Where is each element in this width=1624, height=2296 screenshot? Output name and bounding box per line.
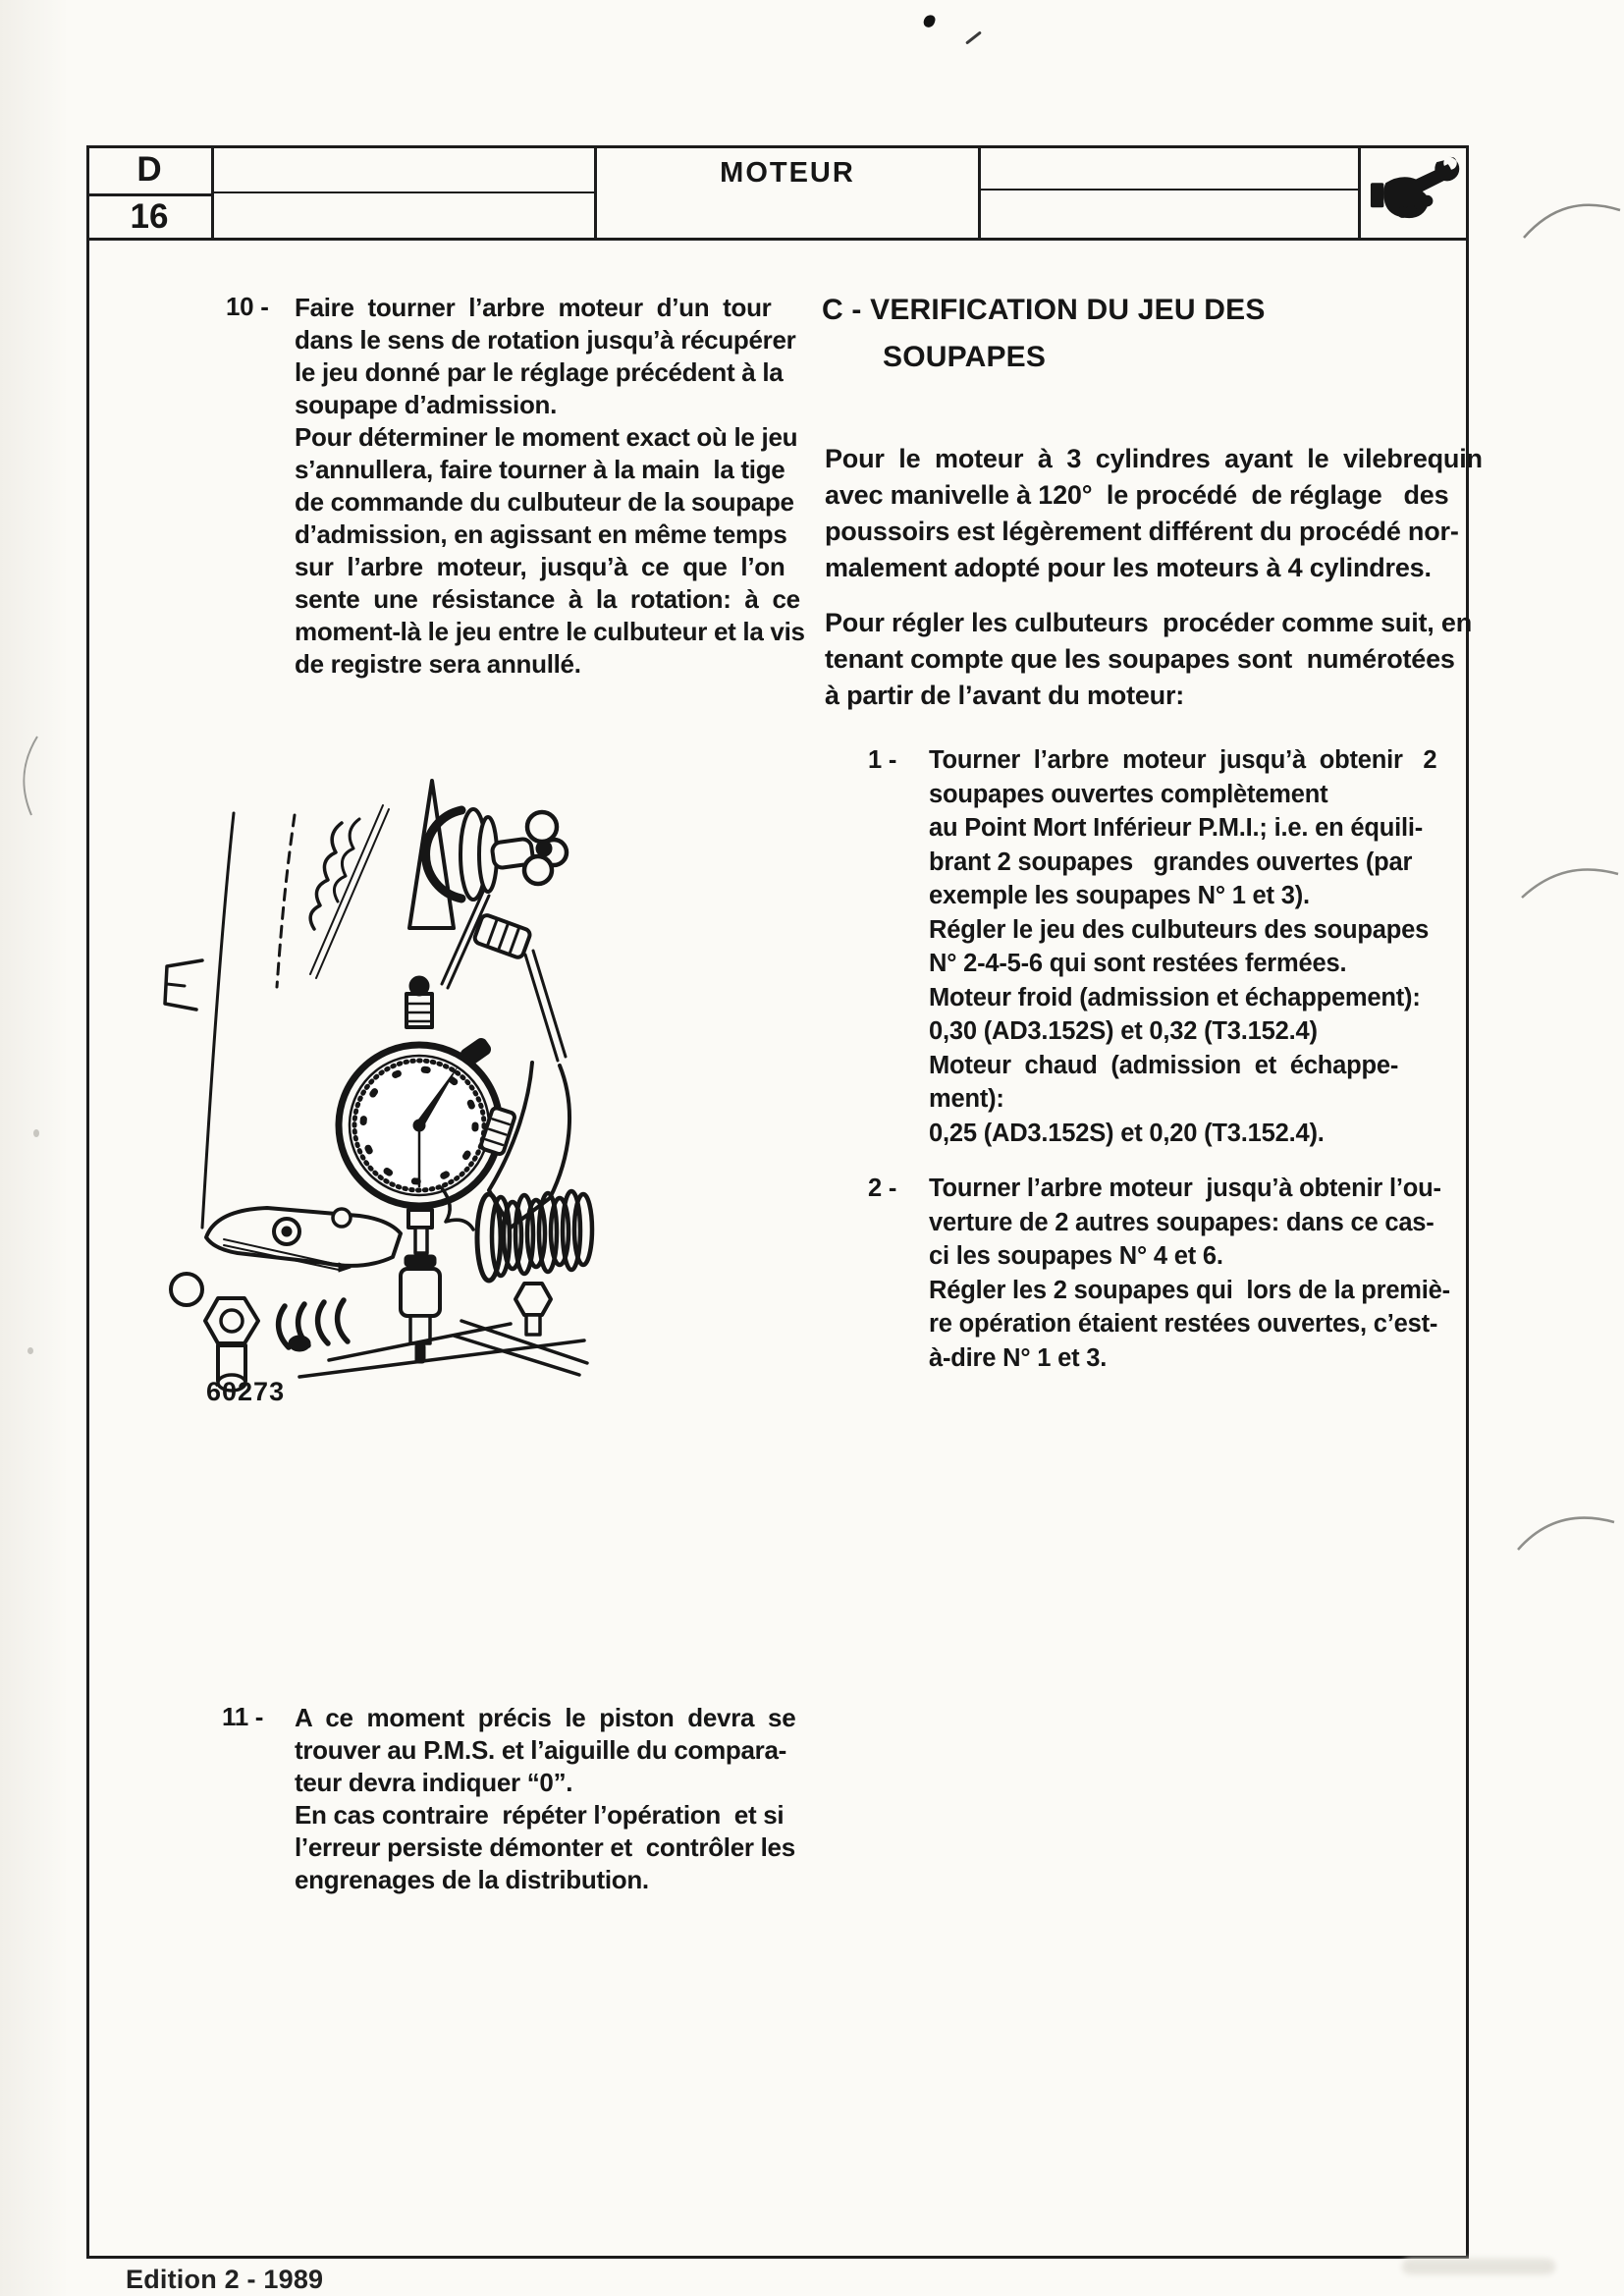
- scan-dot: [27, 1347, 33, 1354]
- item-number: 2 -: [868, 1175, 897, 1202]
- section-letter: D: [136, 150, 162, 189]
- page-fold-mark: [12, 735, 43, 817]
- hand-holding-wrench-icon: [1369, 154, 1467, 227]
- dial-indicator: [339, 976, 515, 1206]
- section-heading: C - VERIFICATION DU JEU DES SOUPAPES: [822, 294, 1266, 373]
- support-clamp: [310, 781, 567, 1061]
- engine-dial-gauge-figure: [137, 766, 599, 1404]
- page-curl-mark: [1516, 1506, 1618, 1558]
- item-number: 11 -: [222, 1702, 264, 1731]
- header-bottom-rule: [86, 238, 1469, 241]
- engine-outline: [165, 813, 359, 1228]
- page-curl-mark: [1522, 194, 1624, 246]
- paragraph: Pour le moteur à 3 cylindres ayant le vilebrequin avec manivelle à 120° le procédé de réglage des poussoirs est légèrement différent du procédé nor- malement adopté pour les moteurs à 4 cylindres.: [825, 444, 1483, 582]
- paragraph: Pour régler les culbuteurs procéder comme suit, en tenant compte que les soupapes sont numérotées à partir de l’avant du moteur:: [825, 608, 1472, 710]
- page-number: 16: [130, 197, 169, 236]
- header-divider: [86, 193, 214, 196]
- scan-smudge: [1402, 2259, 1555, 2274]
- ink-speck: [922, 14, 937, 29]
- header-divider: [1358, 145, 1361, 241]
- header-title: MOTEUR: [720, 157, 855, 189]
- header-divider: [211, 191, 597, 193]
- ink-speck: [965, 30, 982, 44]
- item-number: 1 -: [868, 746, 897, 774]
- item-2-text: Tourner l’arbre moteur jusqu’à obtenir l’ou- verture de 2 autres soupapes: dans ce cas- ci les soupapes N° 4 et 6. Régler les 2 soupapes qui lors de la premiè- re opération étaient restées ouvertes, c’est- à-dire N° 1 et 3.: [929, 1175, 1450, 1372]
- figure-caption: 60273: [206, 1377, 286, 1406]
- page-curl-mark: [1520, 856, 1622, 907]
- item-11-text: A ce moment précis le piston devra se trouver au P.M.S. et l’aiguille du compara- teur devra indiquer “0”. En cas contraire répéter l’opération et si l’erreur persiste démonter et contrôler les engrenages de la distribution.: [295, 1703, 796, 1894]
- header-divider: [978, 189, 1361, 191]
- base-lines: [299, 1321, 587, 1377]
- item-1-text: Tourner l’arbre moteur jusqu’à obtenir 2 soupapes ouvertes complètement au Point Mort Inférieur P.M.I.; i.e. en équili- brant 2 soupapes grandes ouvertes (par exemple les soupapes N° 1 et 3). Régler le jeu des culbuteurs des soupapes N° 2-4-5-6 qui sont restées fermées. Moteur froid (admission et échappement): 0,30 (AD3.152S) et 0,32 (T3.152.4) Moteur chaud (admission et échappe- ment): 0,25 (AD3.152S) et 0,20 (T3.152.4).: [929, 746, 1437, 1147]
- edition-footer: Edition 2 - 1989: [126, 2265, 324, 2294]
- header-divider: [978, 145, 981, 241]
- item-10-text: Faire tourner l’arbre moteur d’un tour dans le sens de rotation jusqu’à récupérer le jeu donné par le réglage précédent à la soupape d’admission. Pour déterminer le moment exact où le jeu s’annullera, faire tourner à la main la tige de commande du culbuteur de la soupape d’admission, en agissant en même temps sur l’arbre moteur, jusqu’à ce que l’on sente une résistance à la rotation: à ce moment-là le jeu entre le culbuteur et la vis de registre sera annullé.: [295, 293, 805, 679]
- item-number: 10 -: [226, 292, 269, 321]
- scan-dot: [33, 1129, 39, 1137]
